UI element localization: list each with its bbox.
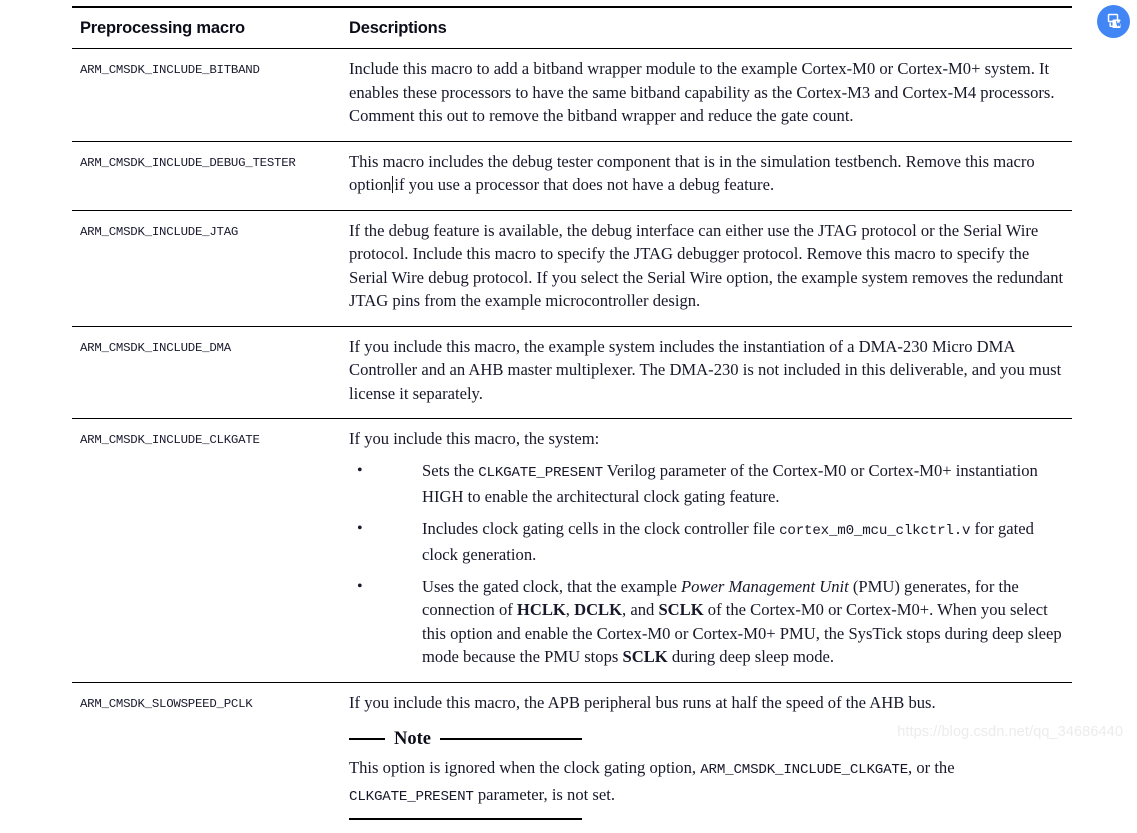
slowspeed-intro-text: If you include this macro, the APB peripheral bus runs at half the speed of the AHB bus. (349, 692, 936, 712)
table-row (72, 419, 1072, 683)
preprocessing-macro-table (72, 6, 1072, 833)
bullet-text-part: during deep sleep mode. (667, 647, 835, 666)
macro-name-clkgate: ARM_CMSDK_INCLUDE_CLKGATE (80, 433, 260, 447)
table-row (72, 141, 1072, 210)
note-text-part: parameter, is not set. (473, 784, 615, 804)
clkgate-intro-text: If you include this macro, the system: (349, 429, 600, 448)
table-header-row (72, 7, 1072, 49)
bullet-text-part: (PMU) generates, for the connection of (422, 576, 1019, 619)
bullet-marker-icon: • (357, 461, 363, 479)
note-callout (349, 728, 955, 820)
table-row (72, 49, 1072, 142)
bullet-text-part: of the Cortex-M0 or Cortex-M0+. When you select this option and enable the Cortex-M0 or Cortex-M0+ PMU, the SysTick stops during deep sleep mode because the PMU stops (422, 600, 1062, 666)
description-slowspeed-pclk (349, 691, 1070, 821)
note-rule-left (349, 738, 385, 740)
blog-watermark: https://blog.csdn.net/qq_34686440 (897, 724, 1123, 740)
list-item (349, 517, 1070, 567)
inline-code-include-clkgate: ARM_CMSDK_INCLUDE_CLKGATE (700, 762, 909, 778)
bullet-text-part: Verilog parameter of the Cortex-M0 or Cortex-M0+ instantiation HIGH to enable the architectural clock gating feature. (422, 460, 1038, 506)
note-rule-bottom (349, 818, 582, 820)
bullet-marker-icon: • (357, 519, 363, 537)
macro-name-cell (72, 49, 344, 142)
macro-description-cell (344, 682, 1072, 833)
macro-name-slowspeed-pclk: ARM_CMSDK_SLOWSPEED_PCLK (80, 696, 253, 711)
bullet-marker-icon: • (357, 577, 363, 595)
clkgate-bullet-list (349, 459, 1070, 669)
bullet-text-part: , (565, 600, 575, 619)
note-body (349, 756, 1009, 809)
column-header-preprocessing-macro: Preprocessing macro (80, 19, 245, 37)
macro-name-cell (72, 419, 344, 683)
bullet-text-part: Uses the gated clock, that the example (422, 576, 681, 596)
macro-description-cell[interactable] (344, 141, 1072, 210)
macro-name-cell (72, 682, 344, 833)
note-text-part: This option is ignored when the clock gating option, (349, 758, 701, 777)
macro-description-cell (344, 326, 1072, 419)
macro-description-cell (344, 210, 1072, 326)
bullet-text-part: Includes clock gating cells in the clock controller file (422, 518, 780, 538)
description-bitband: Include this macro to add a bitband wrapper module to the example Cortex-M0 or Cortex-M0+ system. It enables these processors to have the same bitband capability as the Cortex-M3 and Cortex-M4 processors. Comment this out to remove the bitband wrapper and reduce the gate count. (349, 59, 1055, 125)
inline-code-clkgate-present: CLKGATE_PRESENT (478, 464, 603, 481)
macro-description-cell (344, 49, 1072, 142)
description-dma: If you include this macro, the example system includes the instantiation of a DMA-230 Micro DMA Controller and an AHB master multiplexer. The DMA-230 is not included in this deliverable, and you must license it separately. (349, 336, 1062, 403)
description-text-after-caret: if you use a processor that does not have a debug feature. (394, 175, 775, 194)
bullet-text-part: , and (622, 600, 659, 619)
note-text-part: , or the (908, 758, 955, 777)
macro-name-cell (72, 210, 344, 326)
description-clkgate (349, 427, 1070, 669)
table-header-cell-descriptions (344, 7, 1072, 49)
description-jtag: If the debug feature is available, the debug interface can either use the JTAG protocol or the Serial Wire protocol. Include this macro to specify the JTAG debugger protocol. Remove this macro to specify the Serial Wire debug protocol. If you select the Serial Wire option, the example system removes the redundant JTAG pins from the example microcontroller design. (349, 220, 1064, 310)
macro-name-dma: ARM_CMSDK_INCLUDE_DMA (80, 340, 231, 355)
macro-name-jtag: ARM_CMSDK_INCLUDE_JTAG (80, 224, 239, 239)
macro-name-bitband: ARM_CMSDK_INCLUDE_BITBAND (80, 63, 260, 77)
description-debug-tester (349, 150, 1070, 197)
list-item (349, 575, 1070, 669)
inline-code-clkgate-present-note: CLKGATE_PRESENT (349, 788, 474, 805)
macro-name-cell (72, 141, 344, 210)
document-export-button[interactable] (1097, 5, 1130, 38)
macro-name-debug-tester: ARM_CMSDK_INCLUDE_DEBUG_TESTER (80, 155, 296, 170)
bullet-text-part: for gated clock generation. (422, 518, 1034, 564)
macro-name-cell (72, 326, 344, 419)
description-text-before-caret: This macro includes the debug tester component that is in the simulation testbench. Remove this macro option (349, 151, 1035, 194)
inline-code-clkctrl-file: cortex_m0_mcu_clkctrl.v (779, 522, 971, 539)
note-header (349, 728, 582, 750)
note-title: Note (394, 729, 431, 749)
bold-sclk-first: SCLK (658, 600, 704, 619)
bold-hclk: HCLK (516, 600, 566, 619)
list-item (349, 459, 1070, 509)
document-export-icon (1104, 12, 1124, 32)
macro-description-cell (344, 419, 1072, 683)
table-row (72, 210, 1072, 326)
column-header-descriptions: Descriptions (349, 19, 447, 37)
table-row (72, 326, 1072, 419)
table-header-cell-macro (72, 7, 344, 49)
bold-dclk: DCLK (574, 600, 623, 619)
bullet-text-part: Sets the (422, 460, 479, 480)
note-rule-right (440, 738, 582, 740)
italic-power-management-unit: Power Management Unit (680, 576, 849, 596)
table-row (72, 682, 1072, 833)
bold-sclk-second: SCLK (622, 647, 668, 666)
